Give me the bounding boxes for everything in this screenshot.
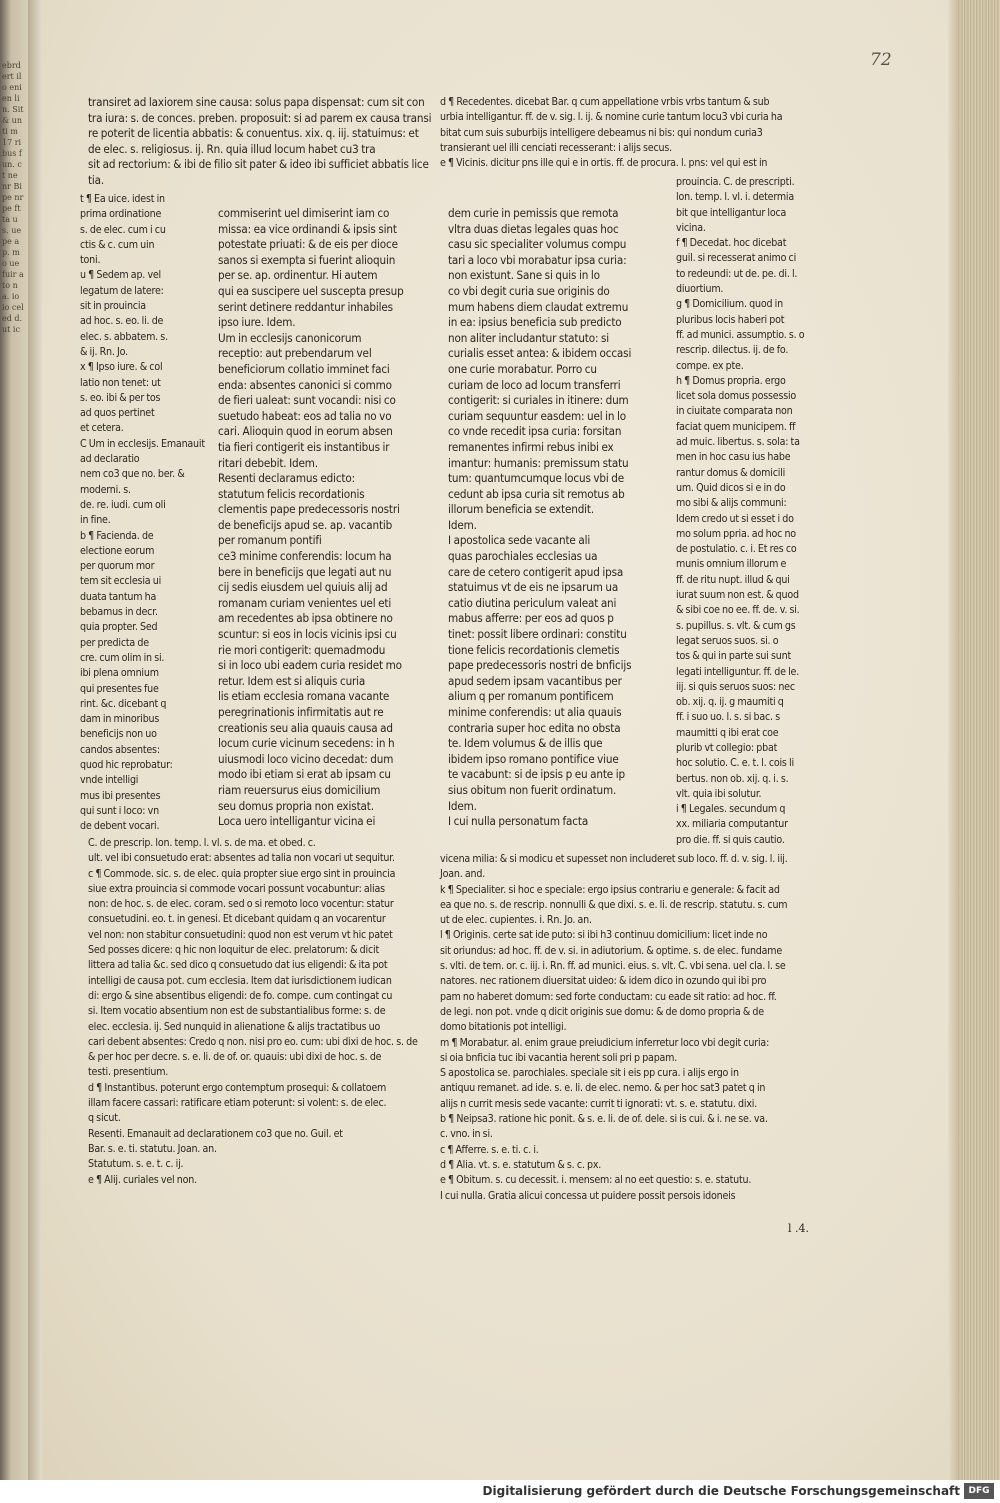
gloss-line: bebamus in decr. bbox=[80, 606, 158, 619]
gloss-line: iij. si quis seruos suos: nec bbox=[676, 680, 795, 693]
gloss-line: munis omnium illorum e bbox=[676, 558, 787, 571]
text-line: vltra duas dietas legales quas hoc bbox=[448, 221, 619, 236]
text-line: quas parochiales ecclesias ua bbox=[448, 549, 598, 564]
gloss-line: natores. nec rationem diuersitat uideo: & idem dico in ozundo qui ibi pro bbox=[440, 975, 767, 988]
gloss-line: vel non: non stabitur consuetudini: quod non est verum vt hic patet bbox=[88, 928, 393, 941]
text-line: uiusmodi loco vicino decedat: dum bbox=[218, 751, 394, 766]
gloss-line: urbia intelligantur. ff. de v. sig. l. ij. & nomine curie tantum locu3 vbi curia ha bbox=[440, 111, 783, 124]
text-line: rie mori contigerit: quemadmodu bbox=[218, 642, 386, 657]
text-line: te vacabunt: si de ipsis p eu ante ip bbox=[448, 767, 625, 782]
gloss-line: um. Quid dicos si e in do bbox=[676, 481, 786, 494]
gloss-line: et cetera. bbox=[80, 422, 124, 435]
gloss-line: Bar. s. e. ti. statutu. Joan. an. bbox=[88, 1142, 217, 1155]
gloss-line: bitat cum suis suburbijs intelligere debeamus ni bis: qui nondum curia3 bbox=[440, 126, 763, 139]
text-line: imantur: humanis: premissum statu bbox=[448, 455, 629, 470]
gloss-line: duata tantum ha bbox=[80, 590, 157, 603]
gloss-line: per predicta de bbox=[80, 636, 149, 649]
gloss-line: intelligi de causa pot. cum ecclesia. Item dat iurisdictionem iudican bbox=[88, 974, 392, 987]
gloss-line: tos & qui in parte sui sunt bbox=[676, 650, 792, 663]
manuscript-page bbox=[28, 0, 948, 1480]
gloss-line: ad muic. libertus. s. sola: ta bbox=[676, 436, 800, 449]
gloss-line: rint. &c. dicebant q bbox=[80, 697, 167, 710]
gloss-line: quia propter. Sed bbox=[80, 621, 158, 634]
gloss-line: e ¶ Alij. curiales vel non. bbox=[88, 1173, 197, 1186]
gloss-line: bertus. non ob. xij. q. i. s. bbox=[676, 772, 789, 785]
gloss-line: rescrip. dilectus. ij. de fo. bbox=[676, 344, 789, 357]
gloss-line: pluribus locis haberi pot bbox=[676, 313, 785, 326]
gloss-line: s. vlti. de tem. or. c. iij. i. Rn. ff. ad munici. eius. s. vlt. C. vbi sena. uel cla. l. se bbox=[440, 960, 786, 973]
dfg-logo: DFG bbox=[964, 1483, 994, 1499]
text-line: contraria super hoc edita no obsta bbox=[448, 720, 621, 735]
left-page-edge bbox=[0, 0, 28, 1480]
text-line: romanam curiam venientes uel eti bbox=[218, 595, 392, 610]
text-line: sanos si exempta si fuerint alioquin bbox=[218, 252, 396, 267]
gloss-line: legati intelliguntur. ff. de le. bbox=[676, 665, 800, 678]
gloss-line: ut de elec. cupientes. i. Rn. Jo. an. bbox=[440, 914, 592, 927]
text-line: missa: ea vice ordinandi & ipsis sint bbox=[218, 221, 397, 236]
gloss-line: in ciuitate comparata non bbox=[676, 405, 793, 418]
gloss-line: s. pupillus. s. vlt. & cum gs bbox=[676, 619, 796, 632]
gloss-line: f ¶ Decedat. hoc dicebat bbox=[676, 237, 787, 250]
gloss-line: e ¶ Obitum. s. cu decessit. i. mensem: al no eet questio: s. e. statutu. bbox=[440, 1174, 752, 1187]
text-line: statuimus vt de eis ne ipsarum ua bbox=[448, 580, 619, 595]
gloss-line: sit in prouincia bbox=[80, 300, 146, 313]
gloss-line: beneficijs non uo bbox=[80, 728, 157, 741]
text-line: riam reuersurus eius domicilium bbox=[218, 782, 381, 797]
gloss-line: toni. bbox=[80, 254, 101, 267]
gloss-line: cari debent absentes: Credo q non. nisi pro eo. cum: ubi dixi de hoc. s. de bbox=[88, 1035, 418, 1048]
gloss-line: legat seruos suos. si. o bbox=[676, 634, 779, 647]
gloss-line: bit que intelligantur loca bbox=[676, 206, 787, 219]
text-line: alium q per romanum pontificem bbox=[448, 689, 614, 704]
gloss-line: Joan. and. bbox=[440, 868, 486, 881]
catchword: l .4. bbox=[788, 1222, 810, 1235]
gloss-line: di: ergo & sine absentibus eligendi: de fo. compe. cum contingat cu bbox=[88, 989, 393, 1002]
text-line: dem curie in pemissis que remota bbox=[448, 206, 619, 220]
text-line: care de cetero contigerit apud ipsa bbox=[448, 564, 624, 579]
gloss-line: d ¶ Instantibus. poterunt ergo contemptum prosequi: & collatoem bbox=[88, 1081, 387, 1094]
text-line: clementis pape predecessoris nostri bbox=[218, 502, 400, 517]
gloss-line: quod hic reprobatur: bbox=[80, 758, 173, 771]
gloss-line: hoc solutio. C. e. t. l. cois li bbox=[676, 757, 794, 770]
text-line: pape predecessoris nostri de bnficijs bbox=[448, 658, 632, 673]
text-line: cedunt ab ipsa curia sit remotus ab bbox=[448, 486, 625, 501]
gloss-line: tem sit ecclesia ui bbox=[80, 575, 162, 588]
text-line: minime conferendis: ut alia quauis bbox=[448, 705, 622, 719]
text-line: ibidem ipso romano pontifice viue bbox=[448, 751, 619, 766]
gloss-line: qui presentes fue bbox=[80, 682, 159, 695]
text-line: modo ibi etiam si erat ab ipsam cu bbox=[218, 767, 391, 782]
text-line: statutum felicis recordationis bbox=[218, 486, 365, 501]
text-line: suetudo habeat: eos ad talia no vo bbox=[218, 408, 392, 423]
gloss-line: & sibi coe no ee. ff. de. v. si. bbox=[676, 604, 800, 617]
glossa-column-right bbox=[676, 175, 826, 848]
text-line: illorum beneficia se extendit. bbox=[448, 502, 595, 517]
text-line: curialis esset antea: & ibidem occasi bbox=[448, 346, 632, 361]
gloss-line: men in hoc casu ius habe bbox=[676, 451, 791, 464]
gloss-line: b ¶ Facienda. de bbox=[80, 529, 154, 542]
gloss-line: c ¶ Afferre. s. e. ti. c. i. bbox=[440, 1143, 539, 1156]
gloss-line: plurib vt collegio: pbat bbox=[676, 741, 778, 754]
text-line: mum habens diem claudat extremu bbox=[448, 299, 629, 314]
text-line: am recedentes ab ipsa obtinere no bbox=[218, 611, 393, 626]
glossa-column-left bbox=[80, 192, 208, 834]
text-line: curiam de loco ad locum transferri bbox=[448, 377, 621, 392]
text-line: one curie morabatur. Porro cu bbox=[448, 361, 597, 376]
text-line: tia. bbox=[88, 172, 105, 187]
glossa-bottom-left bbox=[88, 836, 433, 1188]
text-line: I cui nulla personatum facta bbox=[448, 814, 589, 829]
glossa-bottom-right bbox=[440, 852, 835, 1204]
text-line: sit ad rectorium: & ibi de filio sit pater & ideo ibi sufficiet abbatis lice bbox=[88, 157, 429, 172]
text-line: ipso iure. Idem. bbox=[218, 315, 296, 330]
text-line: beneficiorum collatio imminet faci bbox=[218, 361, 390, 376]
text-line: creationis seu alia quauis causa ad bbox=[218, 720, 393, 735]
gloss-line: latio non tenet: ut bbox=[80, 376, 161, 389]
gloss-line: k ¶ Specialiter. si hoc e speciale: ergo ipsius contrariu e generale: & facit ad bbox=[440, 883, 780, 896]
top-left-text bbox=[88, 95, 433, 189]
right-page-edges bbox=[958, 0, 1000, 1480]
gloss-line: per quorum mor bbox=[80, 560, 155, 573]
gloss-line: Resenti. Emanauit ad declarationem co3 que no. Guil. et bbox=[88, 1127, 343, 1140]
gloss-line: ff. de ritu nupt. illud & qui bbox=[676, 573, 790, 586]
gloss-line: S apostolica se. parochiales. speciale sit i eis pp cura. i alijs ergo in bbox=[440, 1067, 739, 1080]
gloss-line: elec. s. abbatem. s. bbox=[80, 330, 168, 343]
gloss-line: c. vno. in si. bbox=[440, 1128, 493, 1141]
text-line: locum curie vicinum secedens: in h bbox=[218, 736, 395, 751]
gloss-line: prima ordinatione bbox=[80, 208, 162, 221]
gloss-line: Statutum. s. e. t. c. ij. bbox=[88, 1158, 184, 1171]
gloss-line: Idem credo ut si esset i do bbox=[676, 512, 794, 525]
text-line: contigerit: si curiales in itinere: dum bbox=[448, 393, 629, 408]
gloss-line: qui sunt i loco: vn bbox=[80, 804, 159, 817]
gloss-line: ibi plena omnium bbox=[80, 667, 159, 680]
gloss-line: b ¶ Neipsa3. ratione hic ponit. & s. e. li. de of. dele. si is cui. & i. ne se. va. bbox=[440, 1113, 768, 1126]
gloss-line: cre. cum olim in si. bbox=[80, 651, 165, 664]
gloss-line: transierant uel illi cenciati recesserant: i alijs secus. bbox=[440, 141, 672, 154]
gloss-line: si oia bnficia tuc ibi vacantia herent soli pri p papam. bbox=[440, 1051, 678, 1064]
folio-number: 72 bbox=[870, 50, 892, 70]
text-line: re poterit de licentia abbatis: & conuentus. xix. q. iij. statuimus: et bbox=[88, 126, 419, 141]
text-line: retur. Idem est si aliquis curia bbox=[218, 673, 366, 688]
gloss-line: vnde intelligi bbox=[80, 774, 139, 787]
gloss-line: ult. vel ibi consuetudo erat: absentes ad talia non vocari ut sequitur. bbox=[88, 852, 395, 865]
text-line: potestate priuati: & de eis per dioce bbox=[218, 237, 398, 252]
gloss-line: domo bitationis pot intelligi. bbox=[440, 1021, 567, 1034]
gloss-line: licet sola domus possessio bbox=[676, 390, 797, 403]
gloss-line: & ij. Rn. Jo. bbox=[80, 345, 128, 358]
gloss-line: si. Item vocatio absentium non est de substantialibus forme: s. de bbox=[88, 1005, 386, 1018]
gloss-line: pro die. ff. si quis cautio. bbox=[676, 833, 785, 846]
gloss-line: u ¶ Sedem ap. vel bbox=[80, 269, 162, 282]
text-line: apud sedem ipsam vacantibus per bbox=[448, 673, 622, 688]
gloss-line: ctis & c. cum uin bbox=[80, 238, 155, 251]
gloss-line: consuetudini. eo. t. in genesi. Et dicebant quidam q an vocarentur bbox=[88, 913, 386, 926]
text-line: curiam sequuntur easdem: uel in lo bbox=[448, 408, 627, 423]
gloss-line: alijs n currit mesis sede vacante: currit ti ignorati: vt. s. e. statutu. dixi. bbox=[440, 1097, 758, 1110]
gloss-line: s. eo. ibi & per tos bbox=[80, 391, 161, 404]
text-line: te. Idem volumus & de illis que bbox=[448, 736, 603, 751]
gloss-line: diuortium. bbox=[676, 283, 724, 296]
text-line: bere in beneficijs que legati aut nu bbox=[218, 564, 392, 579]
text-line: tia fieri contigerit eis instantibus ir bbox=[218, 439, 390, 454]
gloss-line: candos absentes: bbox=[80, 743, 160, 756]
text-line: I apostolica sede vacante ali bbox=[448, 533, 591, 548]
text-line: tum: quantumcumque locus vbi de bbox=[448, 471, 625, 486]
gloss-line: mo sibi & alijs communi: bbox=[676, 497, 787, 510]
text-line: peregrinationis infirmitatis aut re bbox=[218, 705, 384, 719]
gloss-line: m ¶ Morabatur. al. enim graue preiudicium inferretur loco vbi degit curia: bbox=[440, 1036, 770, 1049]
gloss-line: faciat quem municipem. ff bbox=[676, 420, 796, 433]
gloss-line: vicina. bbox=[676, 221, 706, 234]
text-line: co vbi degit curia sue originis do bbox=[448, 283, 610, 298]
gloss-line: de debent vocari. bbox=[80, 820, 160, 833]
gloss-line: q sicut. bbox=[88, 1112, 121, 1125]
gloss-line: littera ad talia &c. sed dico q consuetudo dat ius eligendi: & ita pot bbox=[88, 959, 388, 972]
text-line: in ea: ipsius beneficia sub predicto bbox=[448, 315, 622, 330]
gloss-line: C. de prescrip. lon. temp. l. vl. s. de ma. et obed. c. bbox=[88, 837, 316, 849]
text-line: remanentes infirmi rebus inibi ex bbox=[448, 439, 614, 454]
gloss-line: d ¶ Recedentes. dicebat Bar. q cum appellatione vrbis vrbs tantum & sub bbox=[440, 96, 770, 108]
gloss-line: ad hoc. s. eo. li. de bbox=[80, 315, 164, 328]
text-line: enda: absentes canonici si commo bbox=[218, 377, 392, 392]
gloss-line: de legi. non pot. vnde q dicit originis sue domu: & de domo propria & de bbox=[440, 1005, 764, 1018]
gloss-line: electione eorum bbox=[80, 544, 155, 557]
gloss-line: x ¶ Ipso iure. & col bbox=[80, 361, 163, 374]
text-column-b bbox=[218, 206, 416, 830]
gloss-line: de. re. iudi. cum oli bbox=[80, 498, 166, 511]
gloss-line: rantur domus & domicili bbox=[676, 466, 786, 479]
gloss-line: legatum de latere: bbox=[80, 284, 164, 297]
gloss-line: vlt. quia ibi solutur. bbox=[676, 787, 762, 800]
text-line: tari a loco vbi morabatur ipsa curia: bbox=[448, 252, 627, 267]
gloss-line: maumitti q ibi erat coe bbox=[676, 726, 779, 739]
footer-bar bbox=[0, 1480, 1000, 1503]
gloss-line: l ¶ Originis. certe sat ide puto: si ibi h3 continuu domicilium: licet inde no bbox=[440, 929, 768, 942]
text-line: ritari debebit. Idem. bbox=[218, 455, 318, 470]
gloss-line: mo solum ppria. ad hoc no bbox=[676, 527, 796, 540]
text-line: lis etiam ecclesia romana vacante bbox=[218, 689, 390, 704]
text-line: transiret ad laxiorem sine causa: solus papa dispensat: cum sit con bbox=[88, 95, 425, 109]
gloss-line: i ¶ Legales. secundum q bbox=[676, 803, 786, 816]
text-line: co vnde recedit ipsa curia: forsitan bbox=[448, 424, 622, 439]
text-line: serint detinere reddantur inhabiles bbox=[218, 299, 393, 314]
text-line: casu sic specialiter volumus compu bbox=[448, 237, 627, 252]
gutter-shadow bbox=[28, 0, 42, 1480]
gloss-line: & per hoc per decre. s. e. li. de of. or. quauis: ubi dixi de hoc. s. de bbox=[88, 1051, 382, 1064]
gloss-line: s. de elec. cum i cu bbox=[80, 223, 166, 236]
gloss-line: nem co3 que no. ber. & moderni. s. bbox=[80, 468, 185, 496]
text-line: per se. ap. ordinentur. Hi autem bbox=[218, 268, 378, 283]
gloss-line: illam facere cassari: ratificare etiam poterunt: si volent: s. de elec. bbox=[88, 1097, 387, 1110]
gloss-line: ad quos pertinet bbox=[80, 407, 155, 420]
text-line: ce3 minime conferendis: locum ha bbox=[218, 549, 392, 564]
text-line: commiserint uel dimiserint iam co bbox=[218, 206, 390, 220]
text-line: de fieri ualeat: sunt vocandi: nisi co bbox=[218, 393, 396, 408]
text-line: Idem. bbox=[448, 517, 477, 532]
gloss-line: lon. temp. l. vl. i. determia bbox=[676, 191, 795, 204]
gloss-line: de postulatio. c. i. Et res co bbox=[676, 543, 797, 556]
text-line: cari. Alioquin quod in eorum absen bbox=[218, 424, 393, 439]
gloss-line: prouincia. C. de prescripti. bbox=[676, 176, 795, 188]
gloss-line: compe. ex pte. bbox=[676, 359, 744, 372]
text-column-c bbox=[448, 206, 653, 830]
gloss-line: testi. presentium. bbox=[88, 1066, 169, 1079]
text-line: non aliter includantur statuto: si bbox=[448, 330, 610, 345]
gloss-line: antiquu remanet. ad ide. s. e. li. de elec. nemo. & per hoc sat3 patet q in bbox=[440, 1082, 766, 1095]
text-line: per romanum pontifi bbox=[218, 533, 322, 548]
gloss-line: sit oriundus: ad hoc. ff. de v. si. in adiutorium. & optime. s. de elec. fundame bbox=[440, 944, 783, 957]
left-page-margin-text: ebrdert ilo enien lin. Sit & unti m 17 ribus fun. ct ne nr Bi pe nr pe ft ta us. ue pe ap. mo ue fuir ato na. io io cel ed d. ut ic bbox=[2, 61, 24, 334]
gloss-line: in fine. bbox=[80, 514, 111, 527]
text-line: cij sedis eiusdem uel quiuis alij ad bbox=[218, 580, 388, 595]
text-line: scuntur: si eos in locis vicinis ipsi cu bbox=[218, 627, 397, 642]
gloss-line: ff. i suo uo. l. s. si bac. s bbox=[676, 711, 780, 724]
text-line: de beneficijs apud se. ap. vacantib bbox=[218, 517, 393, 532]
gloss-line: d ¶ Alia. vt. s. e. statutum & s. c. px. bbox=[440, 1158, 602, 1171]
gloss-line: ff. ad munici. assumptio. s. o bbox=[676, 328, 805, 341]
gloss-line: non: de hoc. s. de elec. coram. sed o si remoto loco vocentur: statur bbox=[88, 898, 394, 911]
gloss-line: e ¶ Vicinis. dicitur pns ille qui e in ortis. ff. de procura. l. pns: vel qui est in bbox=[440, 157, 768, 170]
gloss-line: Sed posses dicere: q hic non loquitur de elec. prelatorum: & dicit bbox=[88, 944, 380, 957]
gloss-line: mus ibi presentes bbox=[80, 789, 161, 802]
gloss-line: ea que no. s. de rescrip. nonnulli & que dixi. s. e. li. de rescrip. statutu. s. cum bbox=[440, 898, 788, 911]
text-line: Loca uero intelligantur vicina ei bbox=[218, 814, 376, 829]
gloss-line: xx. miliaria computantur bbox=[676, 818, 788, 831]
text-line: Um in ecclesijs canonicorum bbox=[218, 330, 362, 345]
text-line: Resenti declaramus edicto: bbox=[218, 471, 355, 486]
page-curl bbox=[948, 0, 958, 1480]
text-line: receptio: aut prebendarum vel bbox=[218, 346, 372, 361]
text-line: seu domus propria non existat. bbox=[218, 798, 374, 813]
gloss-line: ob. xij. q. ij. g maumiti q bbox=[676, 696, 784, 709]
funding-notice: Digitalisierung gefördert durch die Deutsche Forschungsgemeinschaft bbox=[482, 1484, 960, 1498]
text-line: catio diutina periculum valeat ani bbox=[448, 595, 617, 610]
text-line: tinet: possit libere ordinari: constitu bbox=[448, 627, 627, 642]
gloss-line: vicena milia: & si modicu et supesset non includeret sub loco. ff. d. v. sig. l. iij. bbox=[440, 853, 788, 865]
gloss-line: dam in minoribus bbox=[80, 713, 160, 726]
glossa-top-right bbox=[440, 95, 825, 171]
gloss-line: siue extra prouincia si commode vocari possunt vocabuntur: alias bbox=[88, 882, 385, 895]
gloss-line: c ¶ Commode. sic. s. de elec. quia propter siue ergo sint in prouincia bbox=[88, 867, 396, 880]
text-line: sius obitum non fuerit ordinatum. bbox=[448, 782, 617, 797]
text-line: si in loco ubi eadem curia residet mo bbox=[218, 658, 402, 673]
text-line: tra iura: s. de conces. preben. proposuit: si ad parem ex causa transi bbox=[88, 110, 432, 125]
gloss-line: h ¶ Domus propria. ergo bbox=[676, 374, 786, 387]
gloss-line: I cui nulla. Gratia alicui concessa ut puidere possit persois idoneis bbox=[440, 1189, 736, 1202]
text-line: non existunt. Sane si quis in lo bbox=[448, 268, 600, 283]
gloss-line: t ¶ Ea uice. idest in bbox=[80, 193, 165, 205]
text-line: Idem. bbox=[448, 798, 477, 813]
gloss-line: to redeundi: ut de. pe. di. l. bbox=[676, 267, 798, 280]
gloss-line: elec. ecclesia. ij. Sed nunquid in alienatione & alijs tractatibus uo bbox=[88, 1020, 381, 1033]
gloss-line: C Um in ecclesijs. Emanauit ad declaratio bbox=[80, 437, 205, 466]
text-line: de elec. s. religiosus. ij. Rn. quia illud locum habet cu3 tra bbox=[88, 141, 376, 156]
gloss-line: guil. si recesserat animo ci bbox=[676, 252, 797, 265]
gloss-line: g ¶ Domicilium. quod in bbox=[676, 298, 783, 311]
gloss-line: pam no haberet domum: sed forte conductam: cu eade sit ratio: ad hoc. ff. bbox=[440, 990, 777, 1003]
gloss-line: iurat suum non est. & quod bbox=[676, 589, 799, 602]
text-line: mabus afferre: per eos ad quos p bbox=[448, 611, 614, 626]
text-line: tione felicis recordationis clemetis bbox=[448, 642, 620, 657]
text-line: qui ea suscipere uel suscepta presup bbox=[218, 283, 404, 298]
